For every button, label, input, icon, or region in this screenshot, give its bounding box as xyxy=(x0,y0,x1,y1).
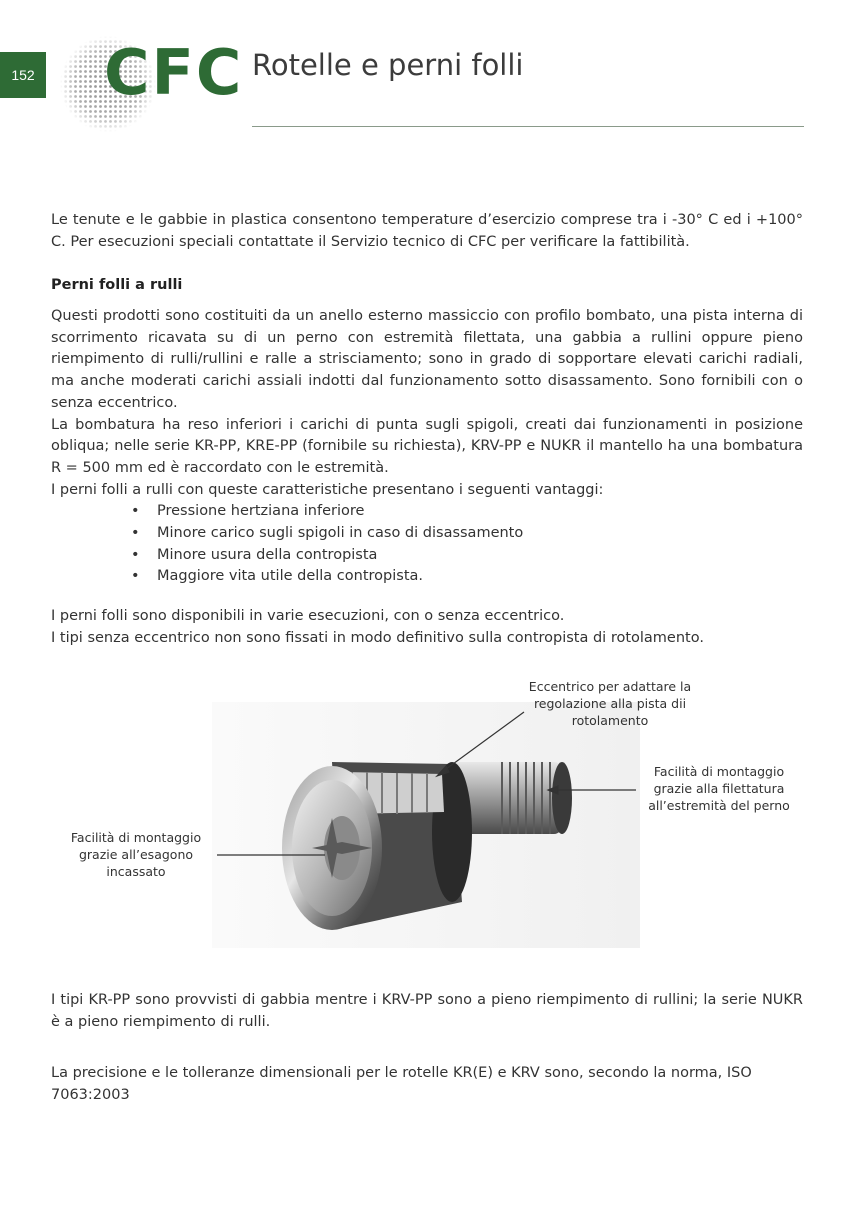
page-title: Rotelle e perni folli xyxy=(252,48,524,82)
section-heading: Perni folli a rulli xyxy=(51,277,183,293)
list-item: • Minore carico sugli spigoli in caso di disassamento xyxy=(131,523,803,545)
paragraph-precision: La precisione e le tolleranze dimensionali per le rotelle KR(E) e KRV sono, secondo la norma, ISO 7063:2003 xyxy=(51,1065,752,1103)
paragraph-no-eccentric: I tipi senza eccentrico non sono fissati in modo definitivo sulla contropista di rotolamento. xyxy=(51,629,704,646)
header-divider xyxy=(252,126,804,127)
paragraph-types: I tipi KR-PP sono provvisti di gabbia mentre i KRV-PP sono a pieno riempimento di rullini; la serie NUKR è a pieno riempimento di rulli. xyxy=(51,992,803,1030)
list-item: • Minore usura della contropista xyxy=(131,545,803,567)
cam-follower-illustration xyxy=(212,702,640,948)
page-number: 152 xyxy=(0,52,46,98)
list-item: • Maggiore vita utile della contropista. xyxy=(131,566,803,588)
availability-block xyxy=(51,606,803,649)
list-item: • Pressione hertziana inferiore xyxy=(131,501,803,523)
main-text-block xyxy=(51,306,803,588)
paragraph-versions: I perni folli sono disponibili in varie esecuzioni, con o senza eccentrico. xyxy=(51,608,565,624)
intro-paragraph: Le tenute e le gabbie in plastica consentono temperature d’esercizio comprese tra i -30° C ed i +100° C. Per esecuzioni speciali contattate il Servizio tecnico di CFC per verificare la fattibilità. xyxy=(51,212,803,250)
paragraph-advantages-intro: I perni folli a rulli con queste caratteristiche presentano i seguenti vantaggi: xyxy=(51,481,604,498)
label-eccentric: Eccentrico per adattare la regolazione alla pista dii rotolamento xyxy=(528,679,692,728)
label-hexagon: Facilità di montaggio grazie all’esagono incassato xyxy=(70,830,202,879)
advantages-list xyxy=(51,501,803,588)
paragraph-bombatura: La bombatura ha reso inferiori i carichi di punta sugli spigoli, creati dai funzionamenti in posizione obliqua; nelle serie KR-PP, KRE-PP (fornibile su richiesta), KRV-PP e NUKR il mantello ha una bombatura R = 500 mm ed è raccordato con le estremità. xyxy=(51,416,803,476)
paragraph-description: Questi prodotti sono costituiti da un anello esterno massiccio con profilo bombato, una pista interna di scorrimento ricavata su di un perno con estremità filettata, una gabbia a rullini oppure pieno riempimento di rulli/rullini e ralle a strisciamento; sono in grado di sopportare elevati carichi radiali, ma anche moderati carichi assiali indotti dal funzionamento sotto disassamento. Sono fornibili con o senza eccentrico. xyxy=(51,308,803,411)
label-thread: Facilità di montaggio grazie alla filettatura all’estremità del perno xyxy=(648,764,790,813)
logo: CFC xyxy=(104,36,244,109)
